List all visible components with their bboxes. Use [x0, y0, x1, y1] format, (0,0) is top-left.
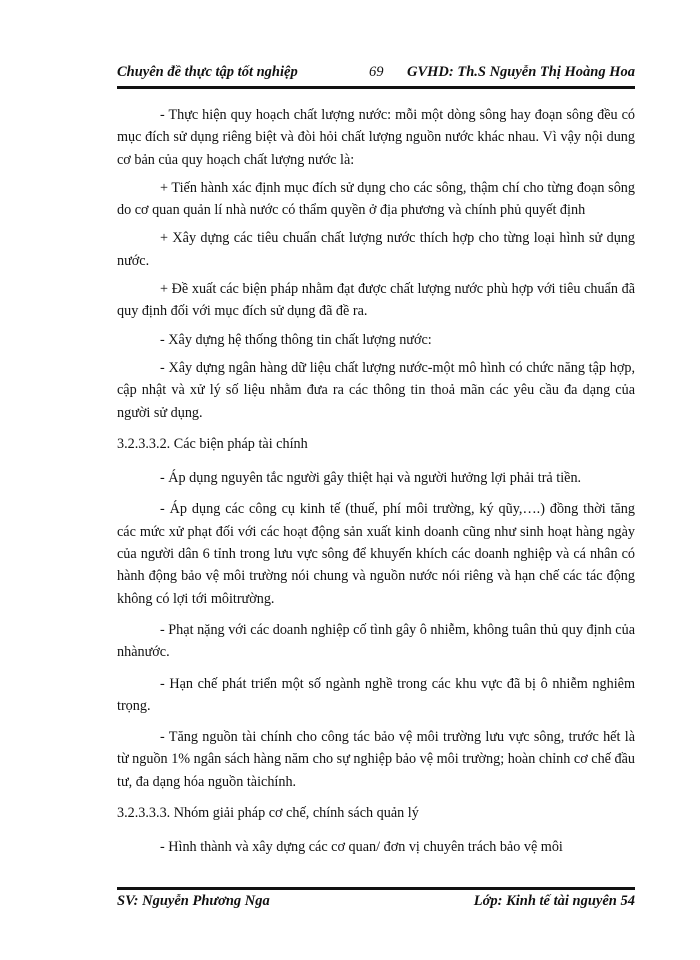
header-divider	[117, 86, 635, 89]
paragraph: - Xây dựng hệ thống thông tin chất lượng nước:	[160, 331, 432, 348]
paragraph: + Tiến hành xác định mục đích sử dụng cho các sông, thậm chí cho từng đoạn sông do cơ quan quản lí nhà nước có thẩm quyền ở địa phương và chính phủ quyết định	[117, 179, 635, 219]
paragraph: - Áp dụng nguyên tắc người gây thiệt hại và người hưởng lợi phải trả tiền.	[160, 470, 582, 487]
body-text	[117, 104, 635, 865]
paragraph: + Đề xuất các biện pháp nhằm đạt được chất lượng nước phù hợp với tiêu chuẩn đã quy định đối với mục đích sử dụng đã đề ra.	[117, 281, 635, 320]
paragraph: - Tăng nguồn tài chính cho công tác bảo vệ môi trường lưu vực sông, trước hết là từ nguồn 1% ngân sách hàng năm cho sự nghiệp bảo vệ môi trường; hoàn chỉnh cơ chế đầu tư, đa dạng hóa nguồn tàichính.	[117, 729, 635, 790]
footer-student: SV: Nguyễn Phương Nga	[117, 893, 270, 909]
section-heading: 3.2.3.3.2. Các biện pháp tài chính	[117, 435, 308, 452]
header-supervisor: GVHD: Th.S Nguyễn Thị Hoàng Hoa	[407, 64, 635, 80]
paragraph: - Hình thành và xây dựng các cơ quan/ đơn vị chuyên trách bảo vệ môi	[160, 839, 563, 856]
paragraph: - Áp dụng các công cụ kinh tế (thuế, phí môi trường, ký qũy,….) đồng thời tăng các mức xử phạt đối với các hoạt động sản xuất kinh doanh cũng như sinh hoạt hàng ngày của người dân 6 tỉnh trong lưu vực sông để khuyến khích các doanh nghiệp và cá nhân có hành động bảo vệ môi trường nói chung và nguồn nước nói riêng và hạn chế các tác động không có lợi tới môitrường.	[117, 501, 635, 607]
header-report-title: Chuyên đề thực tập tốt nghiệp	[117, 64, 298, 80]
paragraph: - Thực hiện quy hoạch chất lượng nước: mỗi một dòng sông hay đoạn sông đều có mục đích sử dụng riêng biệt và đòi hỏi chất lượng nguồn nước khác nhau. Vì vậy nội dung cơ bản của quy hoạch chất lượng nước là:	[117, 107, 635, 168]
paragraph: - Phạt nặng với các doanh nghiệp cố tình gây ô nhiễm, không tuân thủ quy định của nhànước.	[117, 621, 635, 661]
paragraph: + Xây dựng các tiêu chuẩn chất lượng nước thích hợp cho từng loại hình sử dụng nước.	[117, 230, 635, 269]
page-number: 69	[369, 64, 384, 80]
footer-class: Lớp: Kinh tế tài nguyên 54	[473, 893, 635, 909]
paragraph: - Hạn chế phát triển một số ngành nghề trong các khu vực đã bị ô nhiễm nghiêm trọng.	[117, 675, 635, 714]
paragraph: - Xây dựng ngân hàng dữ liệu chất lượng nước-một mô hình có chức năng tập hợp, cập nhật và xử lý số liệu nhằm đưa ra các thông tin thoả mãn các yêu cầu đa dạng của người sử dụng.	[117, 359, 635, 421]
section-heading: 3.2.3.3.3. Nhóm giải pháp cơ chế, chính sách quản lý	[117, 805, 419, 822]
footer-divider	[117, 887, 635, 890]
page-header	[117, 64, 635, 84]
page-footer	[117, 893, 635, 913]
